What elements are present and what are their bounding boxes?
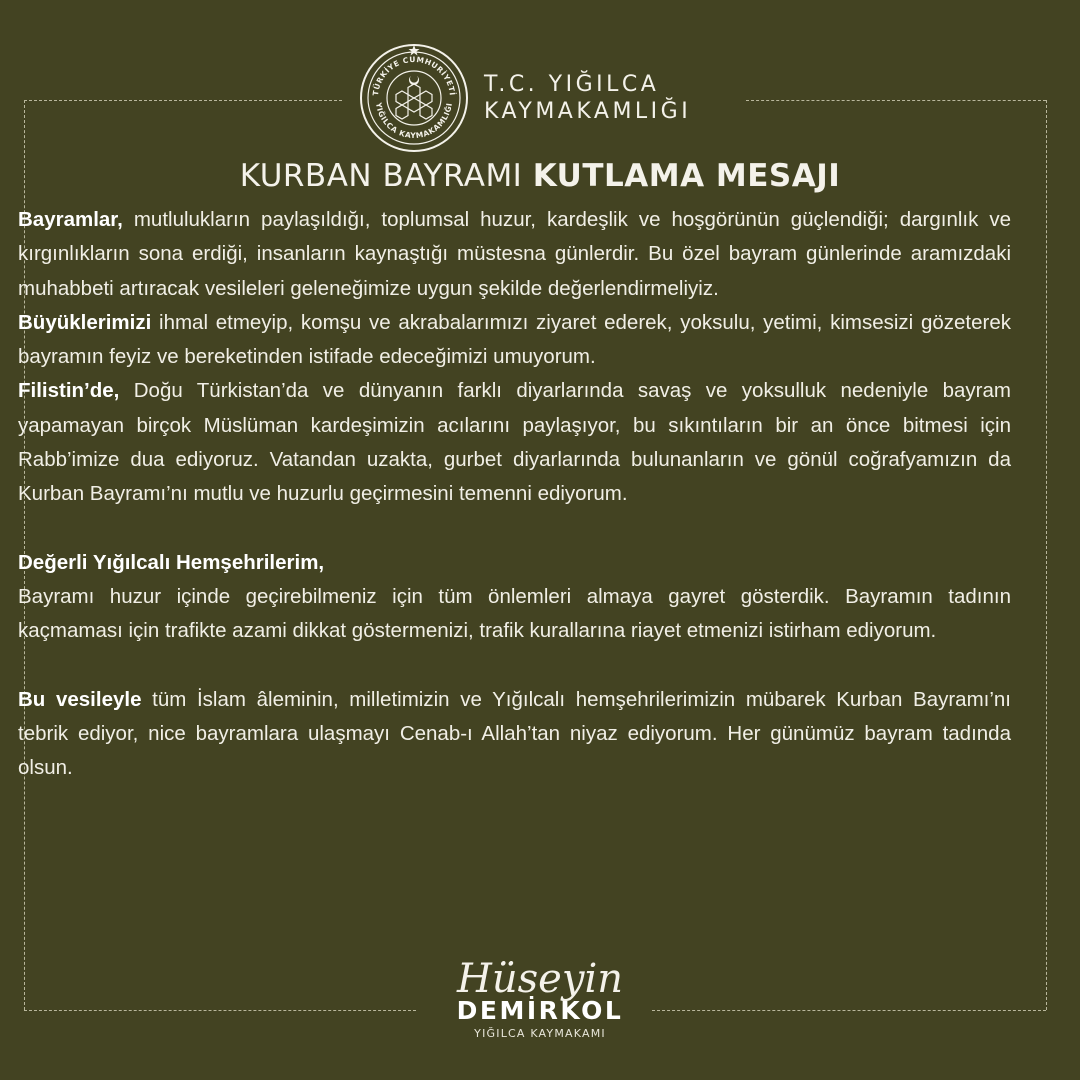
paragraph-5-lead: Bu vesileyle — [18, 687, 142, 711]
frame-bottom-left — [24, 1010, 416, 1011]
paragraph-1-text: mutlulukların paylaşıldığı, toplumsal huzur, kardeşlik ve hoşgörünün güçlendiği; dargınlık ve kırgınlıkların sona erdiği, insanların kaynaştığı müstesna günlerdir. Bu özel bayram günlerinde aramızdaki muhabbeti artıracak vesileleri geleneğimize uygun şekilde değerlendirmeliyiz. — [18, 208, 1011, 300]
brand-line-2: KAYMAKAMLIĞI — [484, 99, 692, 124]
frame-top-right — [746, 100, 1046, 101]
page-title — [0, 158, 1080, 194]
paragraph-5 — [18, 683, 1011, 786]
message-body — [18, 203, 1011, 785]
signature-last-name: DEMİRKOL — [456, 996, 624, 1025]
signature-title: YIĞILCA KAYMAKAMI — [474, 1027, 606, 1040]
frame-top-left — [24, 100, 342, 101]
spacer — [18, 649, 1011, 683]
signature-block — [430, 948, 650, 1040]
paragraph-3-text: Doğu Türkistan’da ve dünyanın farklı diyarlarında savaş ve yoksulluk nedeniyle bayram yapamayan birçok Müslüman kardeşimizin acılarını paylaşıyor, bu sıkıntıların bir an önce bitmesi için Rabb’imize dua ediyoruz. Vatandan uzakta, gurbet diyarlarında bulunanların ve gönül coğrafyamızın da Kurban Bayramı’nı mutlu ve huzurlu geçirmesini temenni ediyorum. — [18, 379, 1011, 506]
paragraph-5-text: tüm İslam âleminin, milletimizin ve Yığılcalı hemşehrilerimizin mübarek Kurban Bayramı’nı tebrik ediyor, nice bayramlara ulaşmayı Cenab-ı Allah’tan niyaz ediyorum. Her günümüz bayram tadında olsun. — [18, 687, 1012, 780]
header — [358, 42, 691, 154]
paragraph-2 — [18, 306, 1011, 375]
paragraph-2-text: ihmal etmeyip, komşu ve akrabalarımızı ziyaret ederek, yoksulu, yetimi, kimsesizi gözeterek bayramın feyiz ve bereketinden istifade edeceğimizi umuyorum. — [18, 310, 1011, 369]
frame-right — [1046, 100, 1047, 1010]
paragraph-4-heading — [18, 546, 1011, 580]
frame-bottom-right — [652, 1010, 1046, 1011]
paragraph-4 — [18, 580, 1011, 649]
paragraph-1-lead: Bayramlar, — [18, 208, 123, 231]
signature-first-name: Hüseyin — [457, 956, 623, 1002]
paragraph-3 — [18, 374, 1011, 511]
paragraph-3-lead: Filistin’de, — [18, 379, 120, 403]
brand-line-1: T.C. YIĞILCA — [484, 72, 660, 97]
paragraph-1 — [18, 203, 1011, 306]
svg-text:TÜRKİYE CUMHURİYETİ: TÜRKİYE CUMHURİYETİ — [371, 54, 457, 97]
title-bold: KUTLAMA MESAJI — [532, 158, 841, 194]
title-regular: KURBAN BAYRAMI — [239, 158, 523, 194]
brand-name — [484, 71, 691, 125]
svg-text:YIĞILCA KAYMAKAMLIĞI: YIĞILCA KAYMAKAMLIĞI — [374, 101, 454, 141]
spacer — [18, 512, 1011, 546]
paragraph-2-lead: Büyüklerimizi — [18, 310, 152, 334]
paragraph-4-lead: Değerli Yığılcalı Hemşehrilerim, — [18, 550, 325, 574]
seal-logo-icon — [358, 42, 470, 154]
paragraph-4-text: Bayramı huzur içinde geçirebilmeniz için tüm önlemleri almaya gayret gösterdik. Bayramın tadının kaçmaması için trafikte azami dikkat göstermenizi, trafik kurallarına riayet etmenizi istirham ediyorum. — [18, 584, 1011, 643]
